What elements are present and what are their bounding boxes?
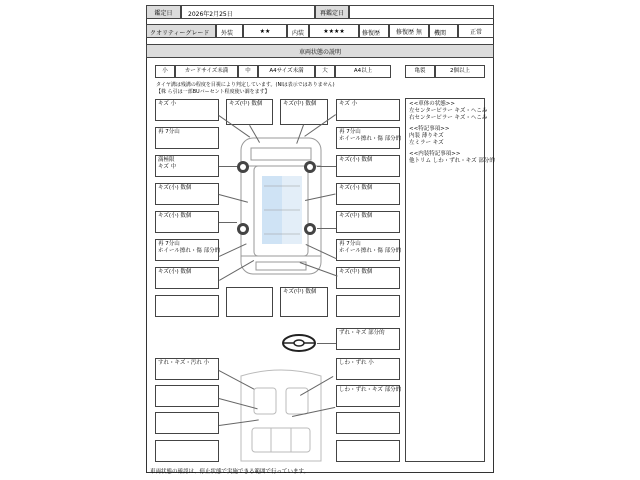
comment-line: 他トリム しわ・ずれ・キズ 部分的: [409, 158, 495, 164]
interior-box-empty: [336, 440, 400, 462]
wheel-icon: [303, 222, 317, 236]
legend-small-label: 小: [155, 65, 175, 78]
car-exterior-diagram: [226, 126, 336, 286]
damage-box: キズ(小) 数個: [336, 155, 400, 177]
legend-large-label: 大: [315, 65, 335, 78]
reappraisal-label: 再鑑定日: [315, 5, 349, 19]
damage-box: キズ(中) 数個: [336, 267, 400, 289]
leader-line: [317, 166, 336, 167]
engine-label: 機関: [429, 24, 458, 38]
note-line-2: 【株 ら引は一部BUバーセント程度使い調をます】: [156, 89, 270, 95]
damage-box: キズ(小) 数個: [155, 267, 219, 289]
damage-box: 再 7分山 ホイール擦れ・傷 部分的: [155, 239, 219, 261]
damage-box: キズ 小: [336, 99, 400, 121]
leader-line: [317, 228, 336, 229]
interior-box: すれ・キズ・汚れ 小: [155, 358, 219, 380]
damage-box-empty: [155, 295, 219, 317]
reappraisal-value: [349, 5, 494, 19]
legend-crack-label: 亀裂: [405, 65, 435, 78]
legend-medium-label: 中: [238, 65, 258, 78]
note-line-1: タイヤ溝は残溝の程度を目視により判定しています。(NIは表示ではありません): [156, 82, 335, 88]
damage-box: キズ(中) 数個: [280, 287, 328, 317]
comment-line: 左ミラー キズ: [409, 140, 444, 146]
wheel-icon: [236, 160, 250, 174]
exterior-label: 外装: [216, 24, 243, 38]
interior-box-empty: [155, 412, 219, 434]
footer-note: 車両状態の確認は、停止状態で実施できる範囲で行っています。: [150, 469, 310, 475]
date-label: 鑑定日: [146, 5, 181, 19]
comment-line: <<特記事項>>: [409, 126, 450, 132]
damage-box: 満極限 キズ 中: [155, 155, 219, 177]
car-interior-diagram: [226, 366, 336, 466]
damage-box: キズ(小) 数個: [336, 183, 400, 205]
repair-value: 修復歴 無: [389, 24, 429, 38]
comments-panel: [405, 98, 495, 462]
comment-line: 左センターピラー キズ・へこみ: [409, 108, 488, 114]
damage-box: キズ(中) 数個: [226, 99, 273, 125]
damage-box: キズ(小) 数個: [155, 183, 219, 205]
wheel-icon: [236, 222, 250, 236]
interior-box: しわ・ずれ 小: [336, 358, 400, 380]
damage-box: キズ(小) 数個: [155, 211, 219, 233]
damage-box-empty: [226, 287, 273, 317]
damage-box: キズ(中) 数個: [336, 211, 400, 233]
steering-wheel-icon: [281, 333, 317, 353]
engine-value: 正常: [458, 24, 494, 38]
interior-grade: ★★★★: [309, 24, 359, 38]
legend-crack-value: 2個以上: [435, 65, 485, 78]
damage-box: 再 7分山 ホイール擦れ・傷 部分的: [336, 239, 400, 261]
damage-box: キズ(中) 数個: [280, 99, 328, 125]
quality-label: クオリティーグレード: [146, 24, 216, 38]
interior-box: ずれ・キズ 部分的: [336, 328, 400, 350]
comment-line: 右センターピラー キズ・へこみ: [409, 115, 488, 121]
interior-box: しわ・ずれ・キズ 部分的: [336, 385, 400, 407]
comment-line: 内装 薄りキズ: [409, 133, 444, 139]
comment-line: <<車体の状態>>: [409, 101, 455, 107]
legend-small-desc: カードサイズ未満: [175, 65, 238, 78]
legend-medium-desc: A4サイズ未満: [258, 65, 315, 78]
damage-box-empty: [336, 295, 400, 317]
interior-box-empty: [155, 440, 219, 462]
wheel-icon: [303, 160, 317, 174]
comment-line: <<内装特記事項>>: [409, 151, 461, 157]
leader-line: [219, 222, 237, 223]
legend-large-desc: A4以上: [335, 65, 391, 78]
exterior-grade: ★★: [243, 24, 287, 38]
repair-label: 修復歴: [359, 24, 389, 38]
date-value: 2026年2月25日: [181, 5, 315, 19]
damage-box: 再 7分山 ホイール擦れ・傷 部分的: [336, 127, 400, 149]
interior-box-empty: [155, 385, 219, 407]
damage-box: キズ 小: [155, 99, 219, 121]
interior-label: 内装: [287, 24, 309, 38]
damage-box: 再 7分山: [155, 127, 219, 149]
interior-box-empty: [336, 412, 400, 434]
leader-line: [317, 343, 336, 344]
leader-line: [219, 166, 237, 167]
section-title: 車両状態の説明: [146, 44, 494, 58]
